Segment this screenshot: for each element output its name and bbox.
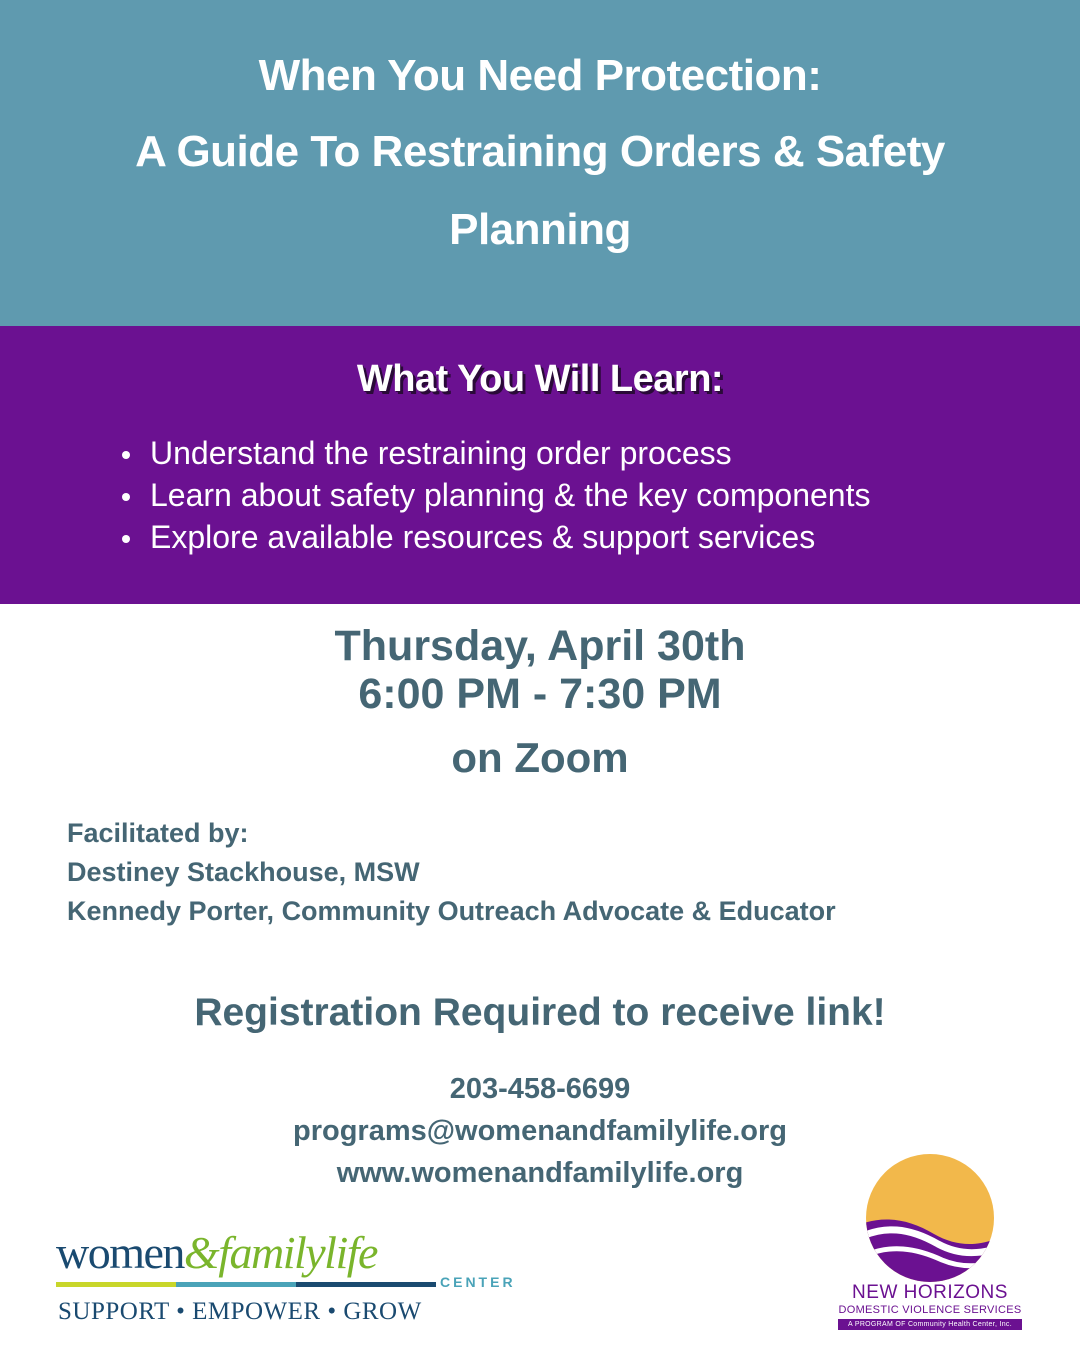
registration-notice: Registration Required to receive link!: [194, 991, 886, 1034]
event-date: Thursday, April 30th: [334, 622, 746, 670]
learn-section: [0, 326, 1080, 604]
facilitator-name: Kennedy Porter, Community Outreach Advocate & Educator: [67, 896, 836, 926]
logo-center-word: CENTER: [440, 1274, 516, 1290]
women-family-life-logo: [56, 1227, 516, 1328]
contact-email[interactable]: programs@womenandfamilylife.org: [293, 1115, 787, 1147]
contact-phone[interactable]: 203-458-6699: [449, 1073, 631, 1105]
sunrise-wave-icon: [844, 1154, 1016, 1282]
logo-ampersand: &: [183, 1227, 219, 1278]
logo-bar: [56, 1282, 176, 1287]
logo-name: NEW HORIZONS: [852, 1282, 1008, 1303]
logo-subtitle: DOMESTIC VIOLENCE SERVICES: [838, 1304, 1022, 1316]
learn-item: Learn about safety planning & the key components: [120, 474, 870, 516]
event-location: on Zoom: [451, 734, 629, 781]
logo-bar: [176, 1282, 296, 1287]
header-banner: [0, 0, 1080, 326]
new-horizons-logo: [834, 1154, 1026, 1340]
learn-item: Explore available resources & support services: [120, 516, 870, 558]
title-line-1: When You Need Protection:: [258, 51, 822, 100]
logo-word-women: women: [56, 1227, 184, 1278]
logo-tagline: SUPPORT • EMPOWER • GROW: [58, 1298, 422, 1325]
facilitator-name: Destiney Stackhouse, MSW: [67, 857, 420, 887]
logo-bar: [296, 1282, 436, 1287]
logo-wordmark: [56, 1228, 377, 1278]
contact-website[interactable]: www.womenandfamilylife.org: [336, 1157, 744, 1189]
facilitators-block: [67, 814, 836, 931]
event-time: 6:00 PM - 7:30 PM: [358, 670, 722, 718]
logo-program-line: A PROGRAM OF Community Health Center, Inc.: [838, 1319, 1022, 1330]
logo-word-familylife: familylife: [218, 1227, 377, 1278]
learn-title: What You Will Learn:: [356, 358, 724, 400]
title-line-3: Planning: [449, 205, 631, 254]
learn-list: [120, 432, 870, 558]
title-line-2: A Guide To Restraining Orders & Safety: [135, 127, 945, 176]
facilitators-label: Facilitated by:: [67, 818, 249, 848]
learn-item: Understand the restraining order process: [120, 432, 870, 474]
